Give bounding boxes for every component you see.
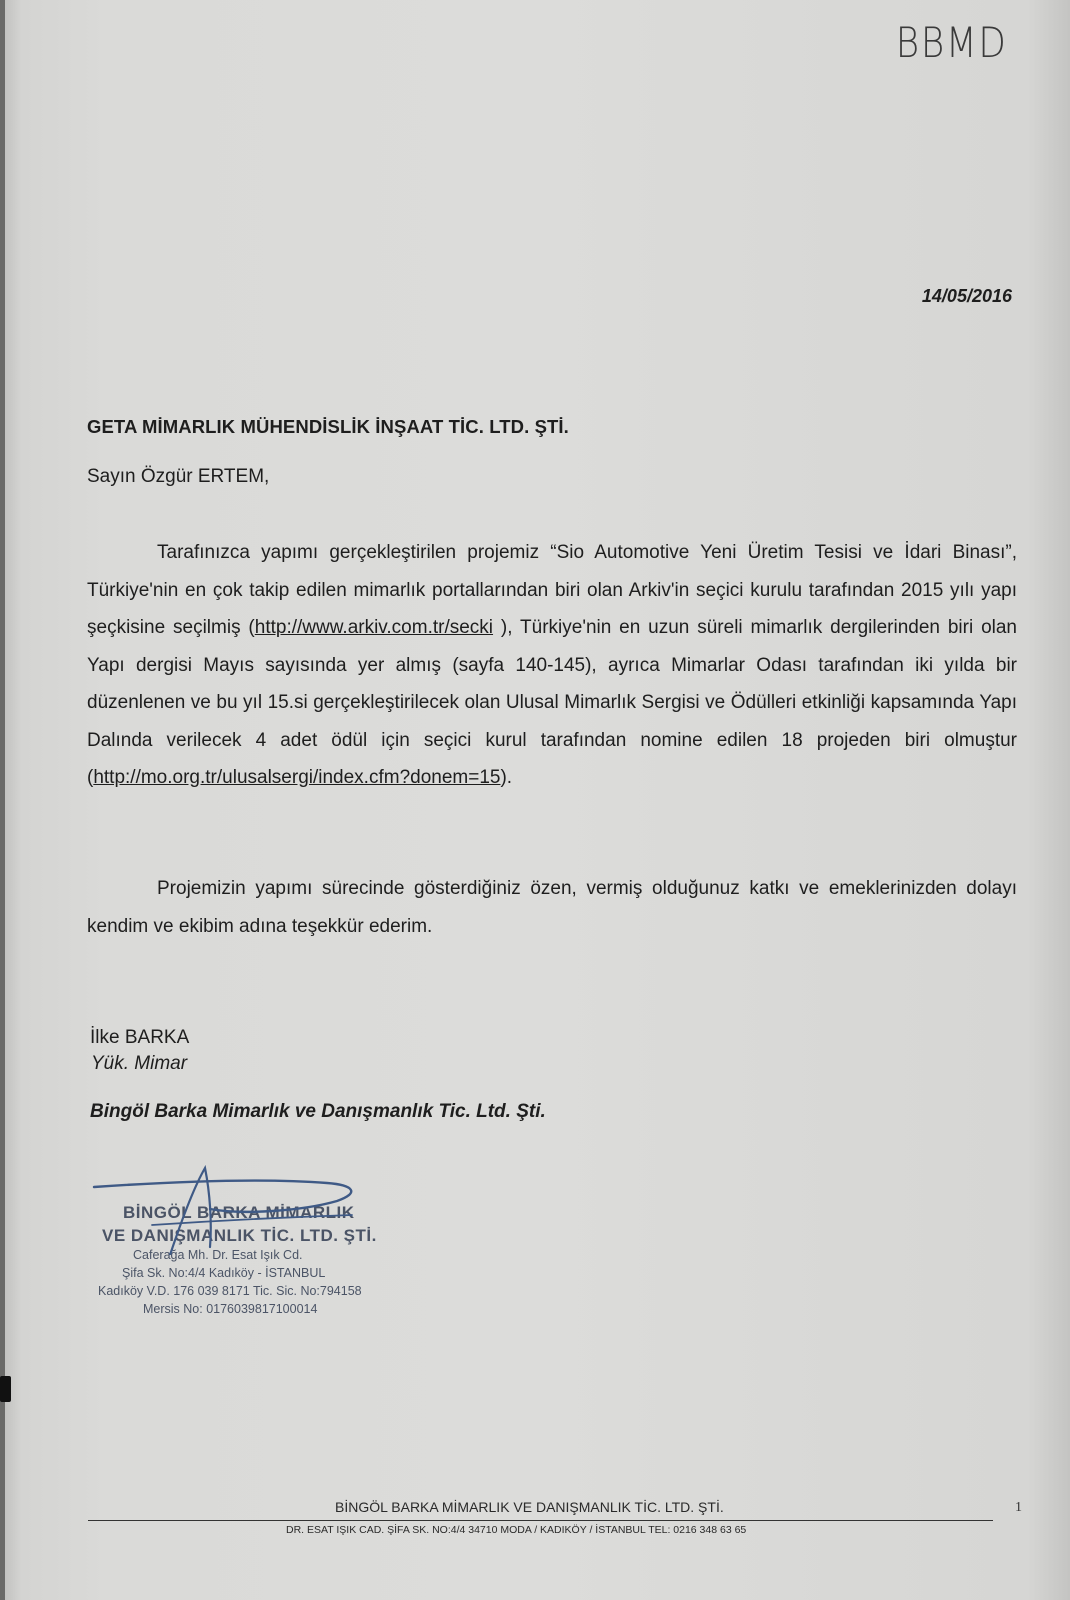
signer-company: Bingöl Barka Mimarlık ve Danışmanlık Tic. Ltd. Şti.: [90, 1101, 546, 1122]
page-left-edge: [0, 0, 5, 1600]
footer-rule: [88, 1520, 993, 1521]
paragraph-1-text-1: Tarafınızca yapımı gerçekleştirilen projemiz “Sio Automotive Yeni Üretim Tesisi ve İdari Binası”, Türkiye'nin en çok takip edilen mimarlık portallarından biri olan Arkiv'in seçici kurulu tarafından 2015 yılı yapı şeçkisine seçilmiş (: [87, 542, 1017, 638]
signer-title: Yük. Mimar: [91, 1053, 188, 1074]
letterhead-logo: BBMD: [896, 18, 1008, 67]
recipient-company: GETA MİMARLIK MÜHENDİSLİK İNŞAAT TİC. LTD. ŞTİ.: [87, 416, 569, 437]
signer-name: İlke BARKA: [90, 1027, 190, 1048]
body-paragraph-2: [87, 870, 1017, 945]
paragraph-1-text-3: ).: [500, 767, 513, 788]
handwritten-signature: [92, 1165, 412, 1255]
arkiv-link[interactable]: http://www.arkiv.com.tr/secki: [254, 617, 494, 638]
paragraph-1-text-2: ), Türkiye'nin en uzun süreli mimarlık dergilerinden biri olan Yapı dergisi Mayıs sayısında yer almış (sayfa 140-145), ayrıca Mimarlar Odası tarafından iki yılda bir düzenlenen ve bu yıl 15.si gerçekleştirilecek olan Ulusal Mimarlık Sergisi ve Ödülleri etkinliği kapsamında Yapı Dalında verilecek 4 adet ödül için seçici kurul tarafından nomine edilen 18 projeden biri olmuştur (: [87, 617, 1017, 788]
footer-address: DR. ESAT IŞIK CAD. ŞİFA SK. NO:4/4 34710 MODA / KADIKÖY / İSTANBUL TEL: 0216 348 63 65: [286, 1524, 747, 1536]
mo-org-link[interactable]: http://mo.org.tr/ulusalsergi/index.cfm?donem=15: [93, 767, 501, 788]
footer-company: BİNGÖL BARKA MİMARLIK VE DANIŞMANLIK TİC. LTD. ŞTİ.: [335, 1499, 724, 1515]
page-number: 1: [1015, 1500, 1022, 1515]
paragraph-2-text: Projemizin yapımı sürecinde gösterdiğiniz özen, vermiş olduğunuz katkı ve emeklerinizden dolayı kendim ve ekibim adına teşekkür ederim.: [87, 878, 1017, 937]
letter-date: 14/05/2016: [921, 286, 1012, 306]
stamp-line-2: VE DANIŞMANLIK TİC. LTD. ŞTİ.: [102, 1226, 377, 1245]
edge-mark: [0, 1376, 11, 1402]
stamp-line-1: BİNGÖL BARKA MİMARLIK: [123, 1203, 355, 1222]
stamp-line-3: Caferağa Mh. Dr. Esat Işık Cd.: [133, 1248, 303, 1262]
stamp-line-5: Kadıköy V.D. 176 039 8171 Tic. Sic. No:794158: [98, 1284, 362, 1298]
salutation: Sayın Özgür ERTEM,: [87, 466, 270, 487]
stamp-line-6: Mersis No: 0176039817100014: [143, 1302, 318, 1316]
body-paragraph-1: [87, 534, 1017, 797]
stamp-line-4: Şifa Sk. No:4/4 Kadıköy - İSTANBUL: [122, 1266, 326, 1280]
